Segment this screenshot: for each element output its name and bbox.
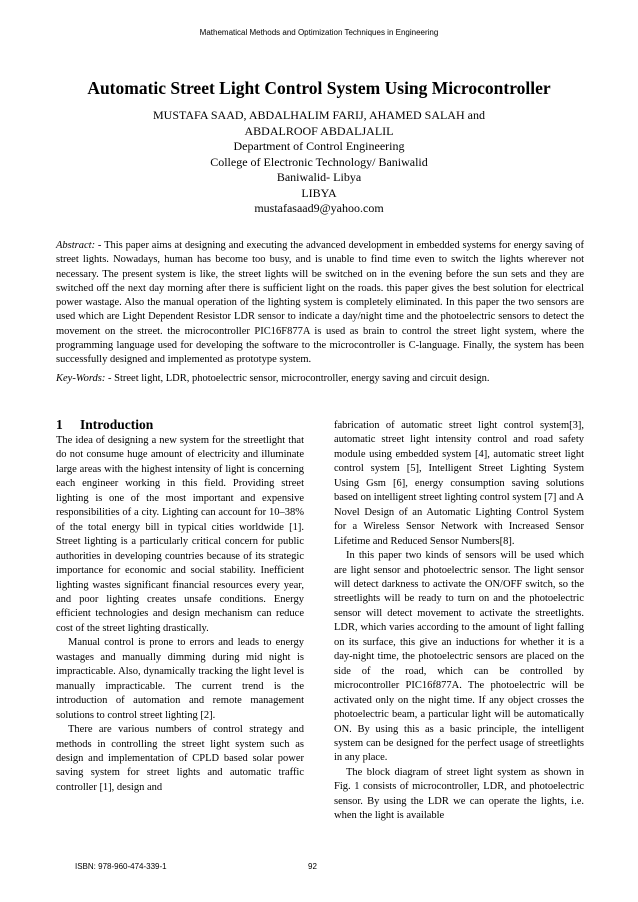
section-number: 1 [56, 417, 63, 432]
authors-line-1: MUSTAFA SAAD, ABDALHALIM FARIJ, AHAMED SALAH and [153, 108, 485, 122]
section-heading [56, 416, 304, 433]
authors-line-2: ABDALROOF ABDALJALIL [244, 123, 394, 138]
section-title: Introduction [80, 417, 154, 432]
affiliation-college: College of Electronic Technology/ Baniwalid [210, 154, 428, 169]
body-paragraph: fabrication of automatic street light control system[3], automatic street light intensity control and road safety module using embedded system [4], automatic street light control system [5], Intelligent Street Lighting System Using Gsm [6], energy consumption saving solutions based on intelligent street lighting control system [7] and A Novel Design of an Automatic Lighting Control System for a Wireless Sensor Network with Increased Sensor Lifetime and Reduced Sensor Numbers[8]. [334, 420, 584, 547]
body-paragraph: There are various numbers of control strategy and methods in controlling the street light system such as design and implementation of CPLD based solar power saving system for street lights and automatic traffic controller [1], design and [56, 724, 304, 793]
body-paragraph: In this paper two kinds of sensors will be used which are light sensor and photoelectric sensor. The light sensor will detect darkness to activate the ON/OFF switch, so the streetlights will be ready to turn on and the photoelectric sensor will detect movement to activate the streetlights. LDR, which varies according to the amount of light falling on its surface, this give an inductions for whether it is a day-night time, the photoelectric sensors are placed on the side of the road, which can be controlled by microcontroller PIC16f877A. The photoelectric will be activated only on the night time. If any object crosses the photoelectric beam, a particular light will be automatically ON. By using this as a basic principle, the intelligent system can be designed for the perfect usage of streetlights in any place. [334, 550, 584, 764]
left-column [56, 416, 304, 795]
abstract-label: Abstract: - [56, 240, 102, 251]
abstract [56, 239, 584, 368]
isbn-footer: ISBN: 978-960-474-339-1 [75, 862, 167, 871]
keywords-label: Key-Words: [56, 373, 106, 384]
page-number: 92 [308, 862, 317, 871]
affiliation-department: Department of Control Engineering [233, 139, 405, 153]
affiliation-city: Baniwalid- Libya [276, 170, 362, 184]
keywords-text: - Street light, LDR, photoelectric sensor, microcontroller, energy saving and circuit design. [105, 373, 490, 384]
keywords [56, 372, 584, 386]
running-header: Mathematical Methods and Optimization Techniques in Engineering [199, 28, 439, 37]
author-block [100, 108, 538, 217]
body-paragraph: The block diagram of street light system as shown in Fig. 1 consists of microcontroller, LDR, and photoelectric sensor. By using the LDR we can operate the lights, i.e. when the light is available [334, 766, 584, 822]
author-email: mustafasaad9@yahoo.com [254, 201, 384, 215]
paper-title: Automatic Street Light Control System Using Microcontroller [87, 78, 551, 98]
affiliation-country: LIBYA [301, 185, 337, 200]
body-paragraph: The idea of designing a new system for the streetlight that do not consume huge amount of electricity and illuminate large areas with the highest intensity of light is concerning each engineer working in this field. Providing street lighting is one of the most important and expensive responsibilities of a city. Lighting can account for 10–38% of the total energy bill in typical cities worldwide [1]. Street lighting is a particularly critical concern for public authorities in developing countries because of its strategic importance for economic and social stability. Inefficient lighting wastes significant financial resources every year, and poor lighting creates unsafe conditions. Energy efficient technologies and design mechanism can reduce cost of the street lighting drastically. [56, 435, 304, 634]
abstract-text: This paper aims at designing and executing the advanced development in embedded systems for energy saving of street lights. Nowadays, human has become too busy, and is unable to find time even to switch the lights wherever not necessary. The present system is like, the street lights will be switched on in the evening before the sun sets and they are switched off the next day morning after there is sufficient light on the roads. this paper gives the best solution for electrical power wastage. Also the manual operation of the lighting system is completely eliminated. In this paper the two sensors are used which are Light Dependent Resistor LDR sensor to indicate a day/night time and the photoelectric sensors to detect the movement on the street. the microcontroller PIC16F877A is used as brain to control the street light system, where the programming language used for developing the software to the microcontroller is C-language. Finally, the system has been successfully designed and implemented as prototype system. [56, 240, 584, 366]
right-column [334, 419, 584, 824]
body-paragraph: Manual control is prone to errors and leads to energy wastages and manually dimming during mid night is impracticable. Also, dynamically tracking the light level is manually impracticable. The current trend is the introduction of automation and remote management solutions to control street lighting [2]. [56, 637, 304, 721]
